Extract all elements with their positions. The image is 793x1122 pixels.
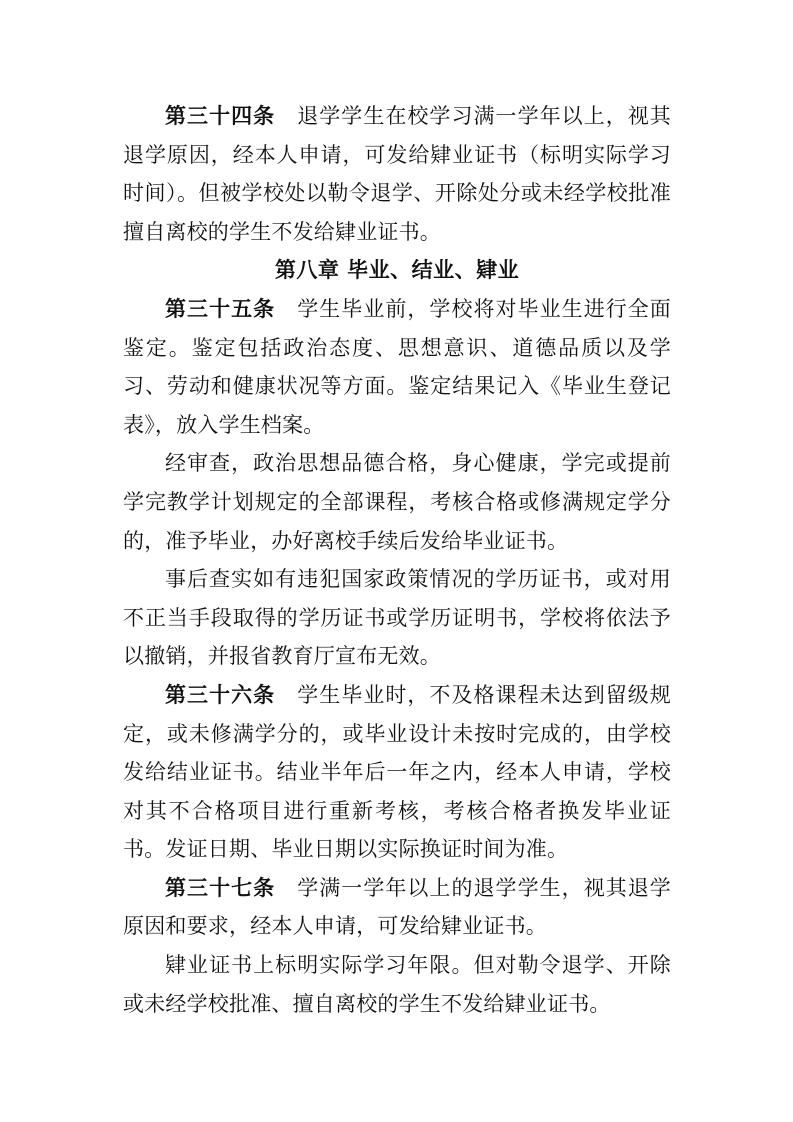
article-37-paragraph [123, 869, 671, 946]
article-34-text: 退学学生在校学习满一学年以上，视其退学原因，经本人申请，可发给肄业证书（标明实际学习时间）。但被学校处以勒令退学、开除处分或未经学校批准擅自离校的学生不发给肄业证书。 [123, 104, 672, 244]
article-35-number: 第三十五条 [165, 296, 276, 321]
article-34-number: 第三十四条 [165, 104, 276, 128]
certificate-paragraph: 肄业证书上标明实际学习年限。但对勒令退学、开除或未经学校批准、擅自离校的学生不发给肄业证书。 [123, 953, 671, 1016]
article-34-paragraph [123, 97, 671, 251]
article-36-paragraph [123, 676, 671, 869]
article-37-number: 第三十七条 [165, 875, 276, 900]
chapter-8-heading: 第八章 毕业、结业、肄业 [274, 258, 520, 283]
article-36-number: 第三十六条 [165, 682, 276, 707]
article-37-text: 学满一学年以上的退学学生，视其退学原因和要求，经本人申请，可发给肄业证书。 [123, 875, 672, 939]
article-35-text: 学生毕业前，学校将对毕业生进行全面鉴定。鉴定包括政治态度、思想意识、道德品质以及学习、劳动和健康状况等方面。鉴定结果记入《毕业生登记表》，放入学生档案。 [123, 296, 672, 437]
graduation-paragraph: 经审查，政治思想品德合格，身心健康，学完或提前学完教学计划规定的全部课程，考核合格或修满规定学分的，准予毕业，办好离校手续后发给毕业证书。 [123, 451, 671, 553]
revoke-paragraph: 事后查实如有违犯国家政策情况的学历证书，或对用不正当手段取得的学历证书或学历证明书，学校将依法予以撤销，并报省教育厅宣布无效。 [123, 567, 671, 669]
article-36-text: 学生毕业时，不及格课程未达到留级规定，或未修满学分的，或毕业设计未按时完成的，由学校发给结业证书。结业半年后一年之内，经本人申请，学校对其不合格项目进行重新考核，考核合格者换发毕业证书。发证日期、毕业日期以实际换证时间为准。 [123, 682, 672, 862]
article-35-paragraph [123, 290, 671, 444]
document-body [123, 97, 671, 1023]
